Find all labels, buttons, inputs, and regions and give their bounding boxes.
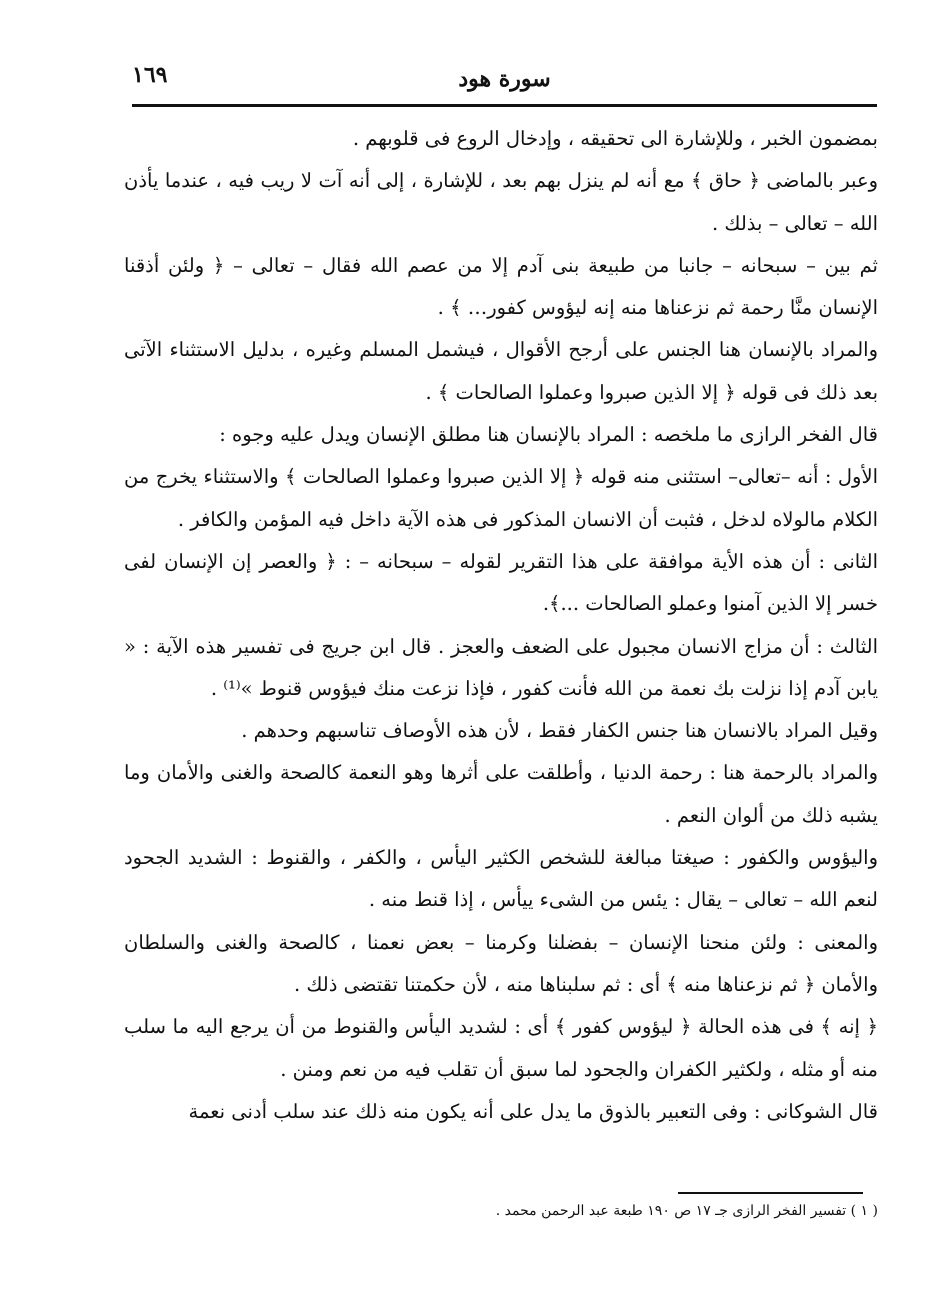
paragraph: وقيل المراد بالانسان هنا جنس الكفار فقط ، لأن هذه الأوصاف تناسبهم وحدهم . — [241, 719, 878, 743]
header-divider — [132, 104, 877, 107]
main-text — [124, 118, 878, 1133]
paragraph: بمضمون الخبر ، وللإشارة الى تحقيقه ، وإدخال الروع فى قلوبهم . — [352, 127, 878, 150]
page-number: ١٦٩ — [132, 62, 168, 88]
page-header — [132, 58, 877, 104]
paragraph: والمراد بالرحمة هنا : رحمة الدنيا ، وأطلقت على أثرها وهو النعمة كالصحة والغنى والأمان وما يشبه ذلك من ألوان النعم . — [124, 761, 878, 827]
footnote: ( ١ ) تفسير الفخر الرازى جـ ١٧ ص ١٩٠ طبعة عبد الرحمن محمد . — [495, 1203, 878, 1219]
paragraph: وعبر بالماضى ﴿ حاق ﴾ مع أنه لم ينزل بهم بعد ، للإشارة ، إلى أنه آت لا ريب فيه ، عندما يأذن الله – تعالى – بذلك . — [124, 169, 878, 235]
paragraph: ثم بين – سبحانه – جانبا من طبيعة بنى آدم إلا من عصم الله فقال – تعالى – ﴿ ولئن أذقنا الإنسان منَّا رحمة ثم نزعناها منه إنه ليؤوس كفور… ﴾ . — [124, 253, 878, 320]
paragraph: الثانى : أن هذه الأية موافقة على هذا التقرير لقوله – سبحانه – : ﴿ والعصر إن الإنسان لفى خسر إلا الذين آمنوا وعملو الصالحات ...﴾. — [124, 549, 878, 616]
paragraph: الأول : أنه –تعالى– استثنى منه قوله ﴿ إلا الذين صبروا وعملوا الصالحات ﴾ والاستثناء يخرج من الكلام مالولاه لدخل ، فثبت أن الانسان المذكور فى هذه الآية داخل فيه المؤمن والكافر . — [124, 465, 878, 531]
surah-title: سورة هود — [458, 66, 551, 92]
paragraph: ﴿ إنه ﴾ فى هذه الحالة ﴿ ليؤوس كفور ﴾ أى : لشديد اليأس والقنوط من أن يرجع اليه ما سلب منه أو مثله ، ولكثير الكفران والجحود لما سبق أن تقلب فيه من نعم ومنن . — [124, 1015, 878, 1081]
paragraph: والمعنى : ولئن منحنا الإنسان – بفضلنا وكرمنا – بعض نعمنا ، كالصحة والغنى والسلطان والأمان ﴿ ثم نزعناها منه ﴾ أى : ثم سلبناها منه ، لأن حكمتنا تقتضى ذلك . — [124, 930, 878, 996]
footnote-divider — [678, 1192, 863, 1194]
paragraph: الثالث : أن مزاج الانسان مجبول على الضعف والعجز . قال ابن جريج فى تفسير هذه الآية : « يابن آدم إذا نزلت بك نعمة من الله فأنت كفور ، فإذا نزعت منك فيؤوس قنوط »⁽¹⁾ . — [124, 634, 878, 700]
paragraph: والمراد بالإنسان هنا الجنس على أرجح الأقوال ، فيشمل المسلم وغيره ، بدليل الاستثناء الآتى بعد ذلك فى قوله ﴿ إلا الذين صبروا وعملوا الصالحات ﴾ . — [124, 338, 878, 404]
paragraph: قال الفخر الرازى ما ملخصه : المراد بالإنسان هنا مطلق الإنسان ويدل عليه وجوه : — [219, 423, 878, 447]
paragraph: واليؤوس والكفور : صيغتا مبالغة للشخص الكثير اليأس ، والكفر ، والقنوط : الشديد الجحود لنعم الله – تعالى – يقال : يئس من الشىء ييأس ، إذا قنط منه . — [124, 846, 878, 912]
paragraph: قال الشوكانى : وفى التعبير بالذوق ما يدل على أنه يكون منه ذلك عند سلب أدنى نعمة — [188, 1099, 878, 1123]
